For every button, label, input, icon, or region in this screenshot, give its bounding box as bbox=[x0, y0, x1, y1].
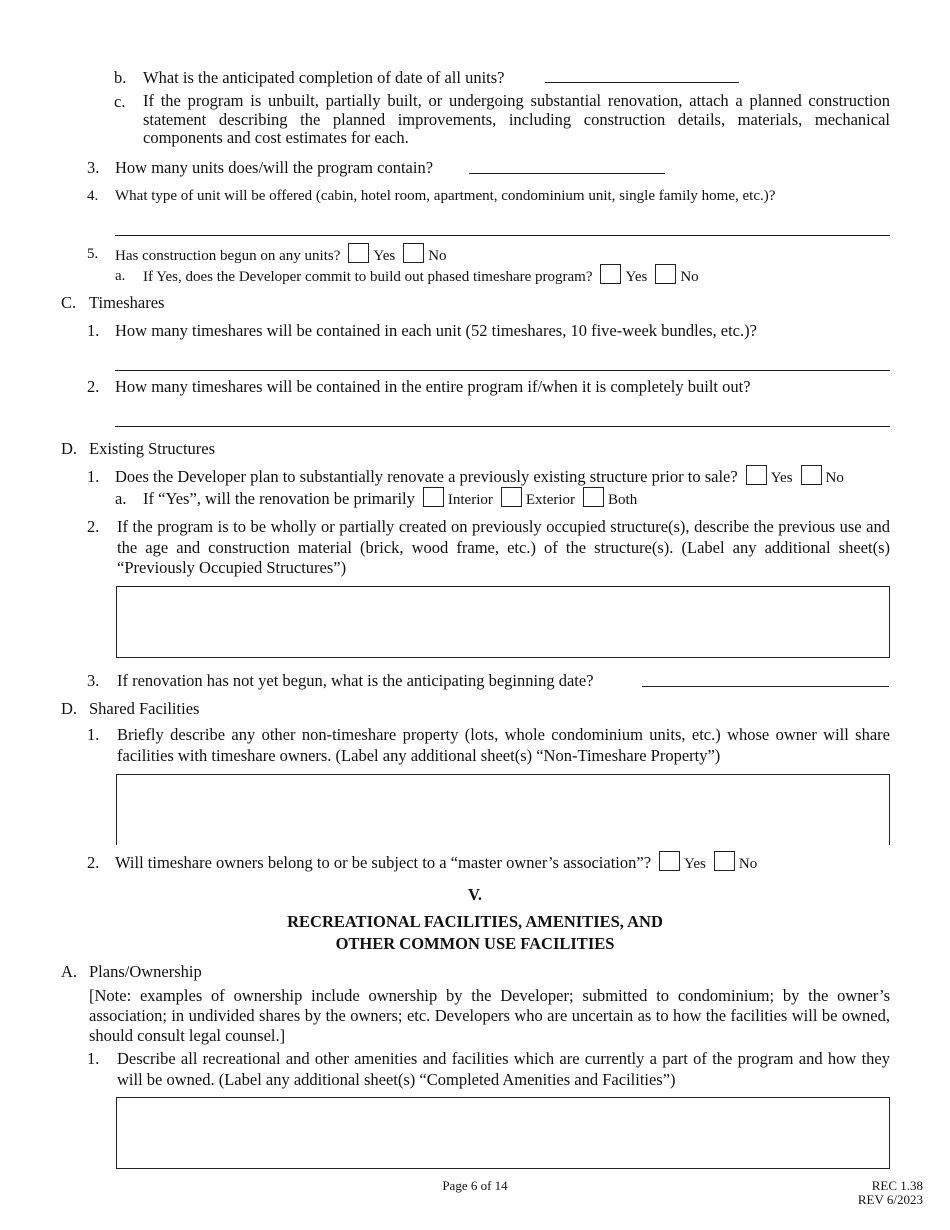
d3-text: If renovation has not yet begun, what is the anticipating beginning date? bbox=[117, 671, 594, 690]
footer-page-number: Page 6 of 14 bbox=[442, 1178, 508, 1193]
s2-yes-label: Yes bbox=[684, 856, 706, 872]
s1-label: 1. bbox=[87, 725, 100, 744]
q3-label: 3. bbox=[87, 158, 100, 177]
q5-row bbox=[115, 243, 447, 265]
d1a-row bbox=[143, 487, 637, 509]
q5a-label: a. bbox=[115, 268, 126, 284]
s2-label: 2. bbox=[87, 853, 100, 872]
section-a-label: A. bbox=[61, 962, 78, 981]
footer-form-code: REC 1.38 bbox=[871, 1178, 923, 1193]
c2-text: How many timeshares will be contained in the entire program if/when it is completely built out? bbox=[115, 377, 751, 396]
q5-label: 5. bbox=[87, 246, 99, 262]
renovation-start-date-field[interactable] bbox=[642, 686, 889, 687]
s2-yes-checkbox[interactable] bbox=[659, 851, 680, 871]
section-a-title: Plans/Ownership bbox=[89, 962, 202, 981]
section-c-title: Timeshares bbox=[89, 293, 165, 312]
d1-yes-checkbox[interactable] bbox=[746, 465, 767, 485]
a1-label: 1. bbox=[87, 1049, 100, 1068]
timeshares-per-unit-field[interactable] bbox=[115, 370, 890, 371]
item-c-label: c. bbox=[114, 92, 126, 111]
q3-text: How many units does/will the program contain? bbox=[115, 158, 434, 177]
previously-occupied-structures-textarea[interactable] bbox=[116, 586, 890, 658]
q5-text: Has construction begun on any units? bbox=[115, 248, 341, 264]
section-d2-label: D. bbox=[61, 699, 78, 718]
s2-no-label: No bbox=[738, 856, 758, 872]
interior-checkbox[interactable] bbox=[423, 487, 444, 507]
item-b-label: b. bbox=[114, 68, 127, 87]
q5a-no-label: No bbox=[680, 269, 699, 285]
item-b-text: What is the anticipated completion of date of all units? bbox=[143, 68, 505, 87]
section-d-title: Existing Structures bbox=[89, 439, 216, 458]
part-title-line-1: RECREATIONAL FACILITIES, AMENITIES, AND bbox=[287, 912, 663, 931]
d1-no-checkbox[interactable] bbox=[801, 465, 822, 485]
c2-label: 2. bbox=[87, 377, 100, 396]
unit-count-field[interactable] bbox=[469, 173, 665, 174]
completion-date-field[interactable] bbox=[545, 82, 739, 83]
part-number: V. bbox=[468, 885, 482, 904]
d1-row bbox=[115, 465, 844, 487]
q5-yes-label: Yes bbox=[373, 248, 396, 264]
non-timeshare-property-textarea[interactable] bbox=[116, 774, 890, 845]
exterior-checkbox[interactable] bbox=[501, 487, 522, 507]
a1-text: Describe all recreational and other amenities and facilities which are currently a part of the program and how they will be owned. (Label any additional sheet(s) “Completed Amenities and Facilities”) bbox=[117, 1049, 890, 1089]
d1-no-label: No bbox=[825, 470, 844, 486]
s2-no-checkbox[interactable] bbox=[714, 851, 735, 871]
s1-text: Briefly describe any other non-timeshare property (lots, whole condominium units, etc.) whose owner will share facilities with timeshare owners. (Label any additional sheet(s) “Non-Timeshare Property”) bbox=[117, 725, 890, 765]
d1-yes-label: Yes bbox=[770, 470, 793, 486]
d2-label: 2. bbox=[87, 517, 100, 536]
d1-text: Does the Developer plan to substantially renovate a previously existing structure prior to sale? bbox=[115, 467, 738, 486]
q5-no-checkbox[interactable] bbox=[403, 243, 424, 263]
section-d2-title: Shared Facilities bbox=[89, 699, 200, 718]
q5a-yes-label: Yes bbox=[625, 269, 648, 285]
d3-label: 3. bbox=[87, 671, 100, 690]
q5-yes-checkbox[interactable] bbox=[348, 243, 369, 263]
both-checkbox[interactable] bbox=[583, 487, 604, 507]
section-d-label: D. bbox=[61, 439, 78, 458]
q4-text: What type of unit will be offered (cabin, hotel room, apartment, condominium unit, single family home, etc.)? bbox=[115, 188, 776, 204]
section-c-label: C. bbox=[61, 293, 77, 312]
s2-text: Will timeshare owners belong to or be subject to a “master owner’s association”? bbox=[115, 853, 652, 872]
c1-text: How many timeshares will be contained in each unit (52 timeshares, 10 five-week bundles, etc.)? bbox=[115, 321, 757, 340]
d2-text: If the program is to be wholly or partially created on previously occupied structure(s), describe the previous use and the age and construction material (brick, wood frame, etc.) of the structure(s). (Label any additional sheet(s) “Previously Occupied Structures”) bbox=[117, 517, 890, 577]
item-c-text: If the program is unbuilt, partially built, or undergoing substantial renovation, attach a planned construction statement describing the planned improvements, including construction details, materials, mechanical components and cost estimates for each. bbox=[143, 91, 890, 147]
c1-label: 1. bbox=[87, 321, 100, 340]
d1-label: 1. bbox=[87, 467, 100, 486]
q5a-yes-checkbox[interactable] bbox=[600, 264, 621, 284]
q5a-row bbox=[143, 264, 699, 286]
interior-label: Interior bbox=[447, 492, 493, 508]
completed-amenities-textarea[interactable] bbox=[116, 1097, 890, 1169]
d1a-label: a. bbox=[115, 489, 127, 508]
ownership-note: [Note: examples of ownership include ownership by the Developer; submitted to condominium; by the owner’s association; in undivided shares by the owners; etc. Developers who are uncertain as to how the facilities will be owned, should consult legal counsel.] bbox=[89, 986, 890, 1045]
both-label: Both bbox=[608, 492, 638, 508]
q4-label: 4. bbox=[87, 188, 99, 204]
timeshares-total-field[interactable] bbox=[115, 426, 890, 427]
q5a-no-checkbox[interactable] bbox=[655, 264, 676, 284]
footer-revision: REV 6/2023 bbox=[857, 1192, 923, 1207]
part-title-line-2: OTHER COMMON USE FACILITIES bbox=[335, 934, 615, 953]
unit-type-field[interactable] bbox=[115, 235, 890, 236]
s2-row bbox=[115, 851, 757, 873]
d1a-text: If “Yes”, will the renovation be primarily bbox=[143, 489, 415, 508]
q5-no-label: No bbox=[428, 248, 447, 264]
exterior-label: Exterior bbox=[525, 492, 576, 508]
q5a-text: If Yes, does the Developer commit to build out phased timeshare program? bbox=[143, 269, 593, 285]
